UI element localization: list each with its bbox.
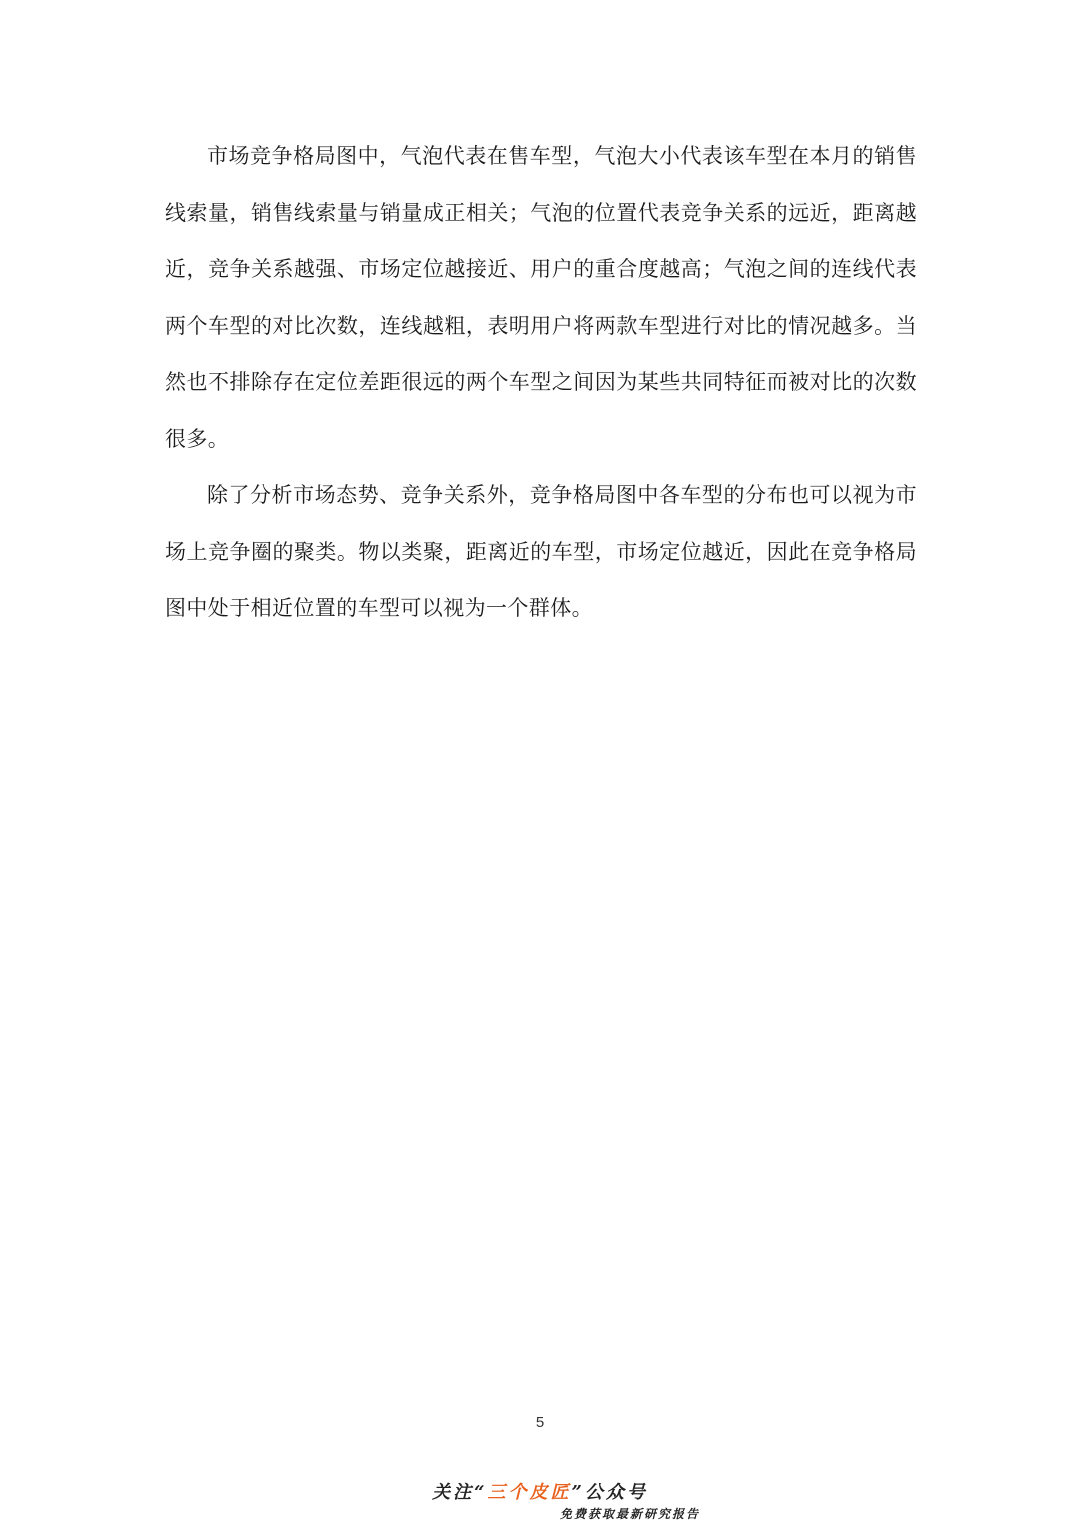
- footer-brand: 三个皮匠: [487, 1482, 572, 1503]
- document-body: [165, 128, 917, 637]
- page-number: 5: [535, 1414, 545, 1431]
- footer-open-quote: “: [474, 1482, 488, 1503]
- footer-follow-line: [0, 1478, 1080, 1504]
- footer-close-quote: ”: [571, 1482, 585, 1503]
- footer-prefix: 关注: [432, 1482, 475, 1503]
- footer-suffix: 公众号: [584, 1482, 648, 1503]
- footer-tagline: 免费获取最新研究报告: [559, 1507, 700, 1521]
- paragraph-clustering: 除了分析市场态势、竞争关系外，竞争格局图中各车型的分布也可以视为市场上竞争圈的聚类。物以类聚，距离近的车型，市场定位越近，因此在竞争格局图中处于相近位置的车型可以视为一个群体。: [165, 483, 917, 620]
- paragraph-competition-chart: 市场竞争格局图中，气泡代表在售车型，气泡大小代表该车型在本月的销售线索量，销售线索量与销量成正相关；气泡的位置代表竞争关系的远近，距离越近，竞争关系越强、市场定位越接近、用户的重合度越高；气泡之间的连线代表两个车型的对比次数，连线越粗，表明用户将两款车型进行对比的情况越多。当然也不排除存在定位差距很远的两个车型之间因为某些共同特征而被对比的次数很多。: [165, 144, 917, 451]
